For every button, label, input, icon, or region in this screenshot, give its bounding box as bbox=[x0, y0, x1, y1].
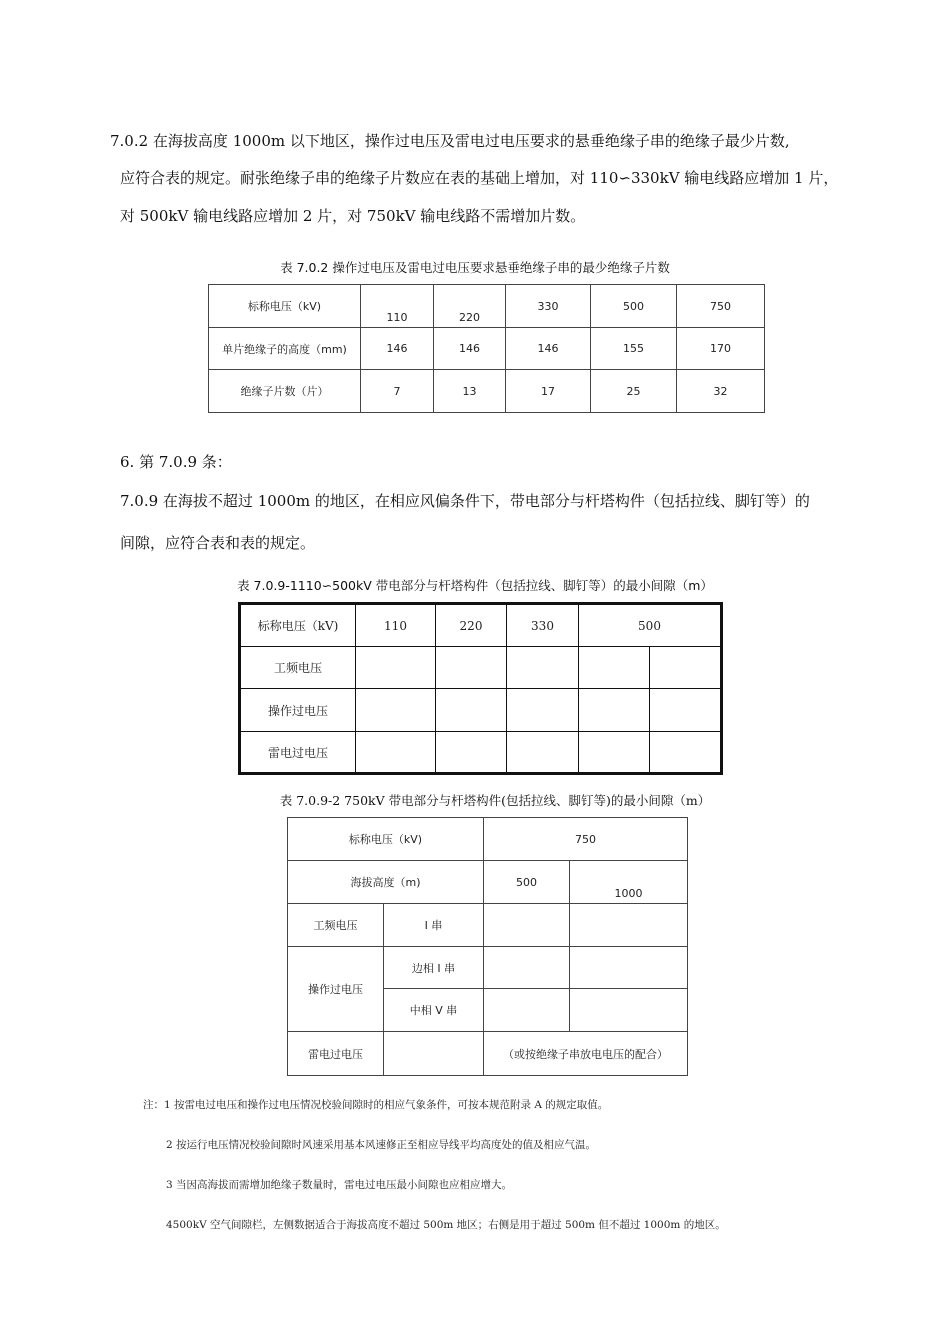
count-cell: 13 bbox=[434, 370, 506, 413]
table-7-0-2 bbox=[208, 284, 765, 413]
section-7-0-9-line-1: 7.0.9 在海拔不超过 1000m 的地区，在相应风偏条件下，带电部分与杆塔构件（包括拉线、脚钉等）的 bbox=[120, 492, 810, 510]
section-7-0-2-line-3: 对 500kV 输电线路应增加 2 片，对 750kV 输电线路不需增加片数。 bbox=[120, 207, 586, 225]
section-7-0-9-heading: 6. 第 7.0.9 条： bbox=[120, 453, 232, 471]
row-label: 工频电压 bbox=[288, 904, 384, 947]
height-cell: 155 bbox=[591, 328, 677, 370]
table-cell bbox=[436, 732, 507, 774]
table-cell bbox=[570, 989, 688, 1032]
row-label: 工频电压 bbox=[240, 647, 356, 689]
table-row bbox=[240, 689, 722, 732]
count-cell: 17 bbox=[506, 370, 591, 413]
table-cell bbox=[484, 904, 570, 947]
voltage-cell: 500 bbox=[579, 604, 722, 647]
table-row bbox=[209, 370, 765, 413]
table-row bbox=[288, 818, 688, 861]
row-label: 操作过电压 bbox=[288, 947, 384, 1032]
height-cell: 146 bbox=[361, 328, 434, 370]
table-cell bbox=[356, 732, 436, 774]
header-label: 标称电压（kV) bbox=[288, 818, 484, 861]
row-sublabel: 中相 V 串 bbox=[384, 989, 484, 1032]
table-cell bbox=[507, 732, 579, 774]
note-2: 2 按运行电压情况校验间隙时风速采用基本风速修正至相应导线平均高度处的值及相应气温。 bbox=[166, 1139, 597, 1151]
table-row bbox=[240, 732, 722, 774]
voltage-cell: 220 bbox=[436, 604, 507, 647]
count-label: 绝缘子片数（片） bbox=[209, 370, 361, 413]
section-7-0-9-line-2: 间隙，应符合表和表的规定。 bbox=[120, 534, 316, 552]
count-cell: 7 bbox=[361, 370, 434, 413]
header-label: 标称电压（kV) bbox=[240, 604, 356, 647]
table-cell bbox=[650, 732, 722, 774]
table-cell bbox=[579, 732, 650, 774]
voltage-cell: 330 bbox=[506, 285, 591, 328]
table-cell bbox=[356, 647, 436, 689]
table-cell bbox=[507, 647, 579, 689]
section-7-0-2-line-2: 应符合表的规定。耐张绝缘子串的绝缘子片数应在表的基础上增加，对 110∽330kV 输电线路应增加 1 片， bbox=[120, 169, 839, 187]
count-cell: 32 bbox=[677, 370, 765, 413]
table-cell bbox=[384, 1032, 484, 1076]
table-7-0-2-caption: 表 7.0.2 操作过电压及雷电过电压要求悬垂绝缘子串的最少绝缘子片数 bbox=[280, 260, 670, 275]
row-label: 雷电过电压 bbox=[288, 1032, 384, 1076]
voltage-cell: 330 bbox=[507, 604, 579, 647]
table-row bbox=[240, 604, 722, 647]
voltage-cell: 750 bbox=[677, 285, 765, 328]
voltage-cell: 110 bbox=[361, 285, 434, 328]
height-cell: 146 bbox=[506, 328, 591, 370]
table-7-0-9-2 bbox=[287, 817, 688, 1076]
height-cell: 146 bbox=[434, 328, 506, 370]
table-cell bbox=[436, 647, 507, 689]
row-sublabel: 边相 I 串 bbox=[384, 947, 484, 989]
altitude-cell: 1000 bbox=[570, 861, 688, 904]
table-cell bbox=[650, 689, 722, 732]
note-3: 3 当因高海拔而需增加绝缘子数量时，雷电过电压最小间隙也应相应增大。 bbox=[166, 1179, 513, 1191]
table-cell bbox=[650, 647, 722, 689]
table-cell bbox=[507, 689, 579, 732]
note-1: 注：1 按雷电过电压和操作过电压情况校验间隙时的相应气象条件，可按本规范附录 A 的规定取值。 bbox=[143, 1099, 609, 1111]
table-cell bbox=[356, 689, 436, 732]
table-7-0-9-1 bbox=[238, 602, 723, 775]
header-label: 标称电压（kV) bbox=[209, 285, 361, 328]
voltage-cell: 220 bbox=[434, 285, 506, 328]
table-cell bbox=[579, 647, 650, 689]
table-cell bbox=[579, 689, 650, 732]
table-cell bbox=[570, 904, 688, 947]
altitude-label: 海拔高度（m) bbox=[288, 861, 484, 904]
table-row bbox=[288, 1032, 688, 1076]
count-cell: 25 bbox=[591, 370, 677, 413]
table-7-0-9-1-caption: 表 7.0.9-1110∽500kV 带电部分与杆塔构件（包括拉线、脚钉等）的最小间隙（m） bbox=[237, 578, 713, 593]
row-label: 操作过电压 bbox=[240, 689, 356, 732]
table-7-0-9-2-caption: 表 7.0.9-2 750kV 带电部分与杆塔构件(包括拉线、脚钉等)的最小间隙（m） bbox=[279, 793, 711, 808]
row-sublabel: I 串 bbox=[384, 904, 484, 947]
altitude-cell: 500 bbox=[484, 861, 570, 904]
table-row bbox=[209, 285, 765, 328]
row-label: 雷电过电压 bbox=[240, 732, 356, 774]
table-row bbox=[288, 947, 688, 989]
table-row bbox=[288, 904, 688, 947]
section-7-0-2-line-1: 7.0.2 在海拔高度 1000m 以下地区，操作过电压及雷电过电压要求的悬垂绝缘子串的绝缘子最少片数, bbox=[110, 132, 790, 150]
table-cell bbox=[570, 947, 688, 989]
table-row bbox=[288, 861, 688, 904]
voltage-cell: 500 bbox=[591, 285, 677, 328]
row-value: （或按绝缘子串放电电压的配合） bbox=[484, 1032, 688, 1076]
table-row bbox=[240, 647, 722, 689]
voltage-cell: 110 bbox=[356, 604, 436, 647]
voltage-cell: 750 bbox=[484, 818, 688, 861]
height-label: 单片绝缘子的高度（mm) bbox=[209, 328, 361, 370]
height-cell: 170 bbox=[677, 328, 765, 370]
table-row bbox=[209, 328, 765, 370]
table-cell bbox=[484, 947, 570, 989]
note-4: 4500kV 空气间隙栏，左侧数据适合于海拔高度不超过 500m 地区；右侧是用于超过 500m 但不超过 1000m 的地区。 bbox=[166, 1219, 726, 1231]
table-cell bbox=[484, 989, 570, 1032]
table-cell bbox=[436, 689, 507, 732]
